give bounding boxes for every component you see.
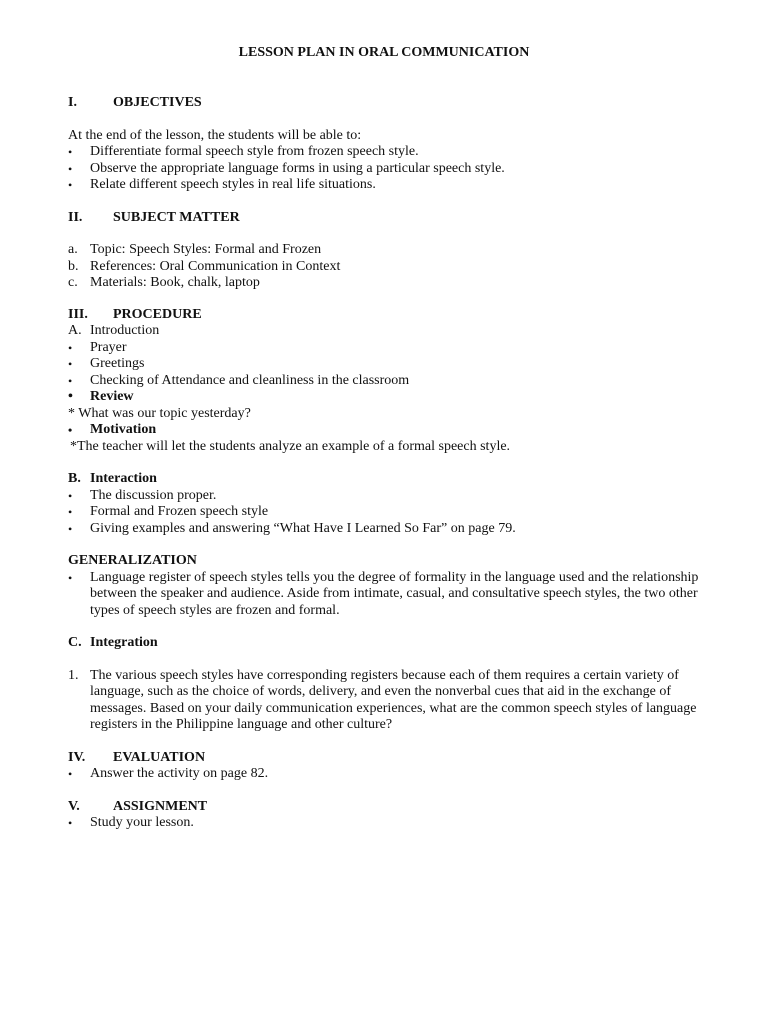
review-label: • Review: [68, 389, 134, 404]
bullet-icon: •: [68, 521, 73, 536]
section-title: ASSIGNMENT: [113, 798, 208, 814]
list-item: • The discussion proper.: [68, 487, 217, 503]
section-evaluation-heading: [68, 750, 708, 767]
bullet-icon: •: [68, 373, 73, 388]
bullet-icon: •: [68, 145, 73, 159]
bullet-icon: •: [68, 570, 73, 585]
list-item: • Giving examples and answering “What Have I Learned So Far” on page 79.: [68, 520, 516, 536]
list-marker: C.: [68, 635, 82, 650]
section-title: OBJECTIVES: [113, 95, 202, 110]
list-item: b. References: Oral Communication in Context: [68, 258, 341, 274]
list-marker: 1.: [68, 667, 79, 683]
list-item: • Prayer: [68, 339, 127, 355]
list-item: • Checking of Attendance and cleanliness in the classroom: [68, 372, 410, 388]
section-number: IV.: [68, 749, 86, 765]
section-number: V.: [68, 798, 80, 814]
subsection-interaction: B. Interaction: [68, 471, 157, 486]
section-title: SUBJECT MATTER: [113, 209, 240, 225]
list-item: • Study your lesson.: [68, 815, 194, 830]
list-item: 1. The various speech styles have corresponding registers because each of them requires a certain variety of language, such as the choice of words, delivery, and even the nonverbal cues that aid in the exchange of messages. Based on your daily communication experiences, what are the common speech styles of language registers in the Philippine language and other culture?: [68, 667, 697, 732]
bullet-icon: •: [68, 389, 73, 404]
bullet-icon: •: [68, 357, 73, 371]
bullet-icon: •: [68, 178, 73, 192]
motivation-label: • Motivation: [68, 422, 157, 437]
list-marker: a.: [68, 242, 78, 257]
bullet-icon: •: [68, 423, 73, 437]
section-number: III.: [68, 306, 88, 322]
list-marker: b.: [68, 258, 79, 274]
list-item: • Answer the activity on page 82.: [68, 766, 269, 781]
bullet-icon: •: [68, 767, 73, 781]
section-subject-matter-heading: [68, 210, 708, 227]
motivation-text: *The teacher will let the students analyze an example of a formal speech style.: [70, 438, 511, 454]
objectives-intro: At the end of the lesson, the students will be able to:: [68, 127, 362, 143]
generalization-heading: GENERALIZATION: [68, 553, 197, 568]
bullet-icon: •: [68, 505, 73, 519]
bullet-icon: •: [68, 340, 73, 355]
section-number: II.: [68, 209, 83, 225]
list-item: • Formal and Frozen speech style: [68, 504, 269, 519]
list-item: • Differentiate formal speech style from frozen speech style.: [68, 144, 419, 159]
list-item: • Language register of speech styles tells you the degree of formality in the language used and the relationship between the speaker and audience. Aside from intimate, casual, and consultative speech styles, the two other types of speech styles are frozen and formal.: [68, 569, 699, 618]
list-marker: A.: [68, 323, 82, 338]
bullet-icon: •: [68, 488, 73, 503]
list-item: • Observe the appropriate language forms in using a particular speech style.: [68, 160, 505, 176]
review-question: * What was our topic yesterday?: [68, 405, 251, 421]
list-item: c. Materials: Book, chalk, laptop: [68, 275, 260, 290]
section-title: EVALUATION: [113, 749, 206, 765]
list-marker: B.: [68, 471, 81, 486]
document-title: LESSON PLAN IN ORAL COMMUNICATION: [238, 45, 530, 60]
list-item: a. Topic: Speech Styles: Formal and Frozen: [68, 242, 322, 257]
list-marker: c.: [68, 275, 78, 290]
section-number: I.: [68, 95, 77, 110]
bullet-icon: •: [68, 161, 73, 176]
section-assignment-heading: [68, 799, 708, 816]
bullet-icon: •: [68, 816, 73, 830]
section-procedure-heading: [68, 307, 708, 324]
section-objectives-heading: [68, 95, 708, 112]
subsection-integration: C. Integration: [68, 635, 158, 650]
list-item: • Relate different speech styles in real life situations.: [68, 177, 376, 192]
document-body: [68, 95, 708, 832]
list-item: • Greetings: [68, 356, 145, 371]
subsection-introduction: A. Introduction: [68, 323, 160, 338]
section-title: PROCEDURE: [113, 306, 202, 322]
